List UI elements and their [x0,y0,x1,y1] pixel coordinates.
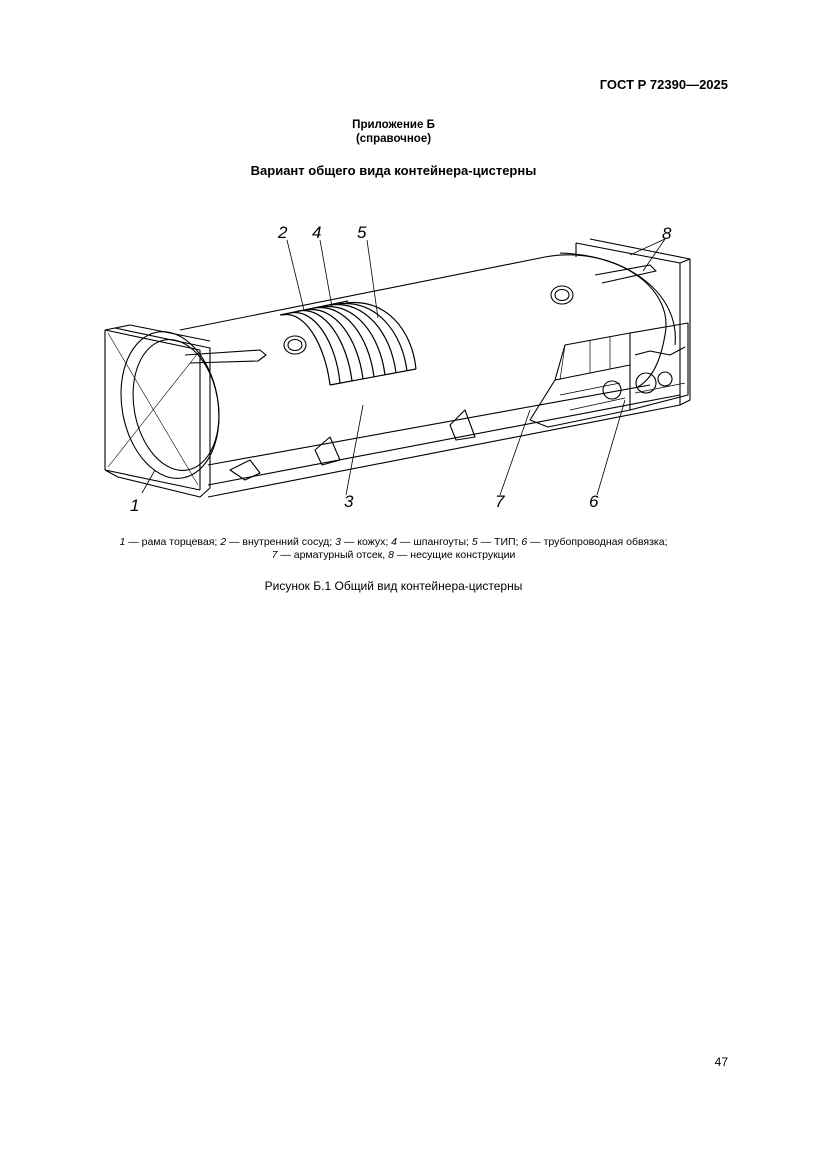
legend-num: 2 [220,536,227,548]
legend-line-1 [60,536,727,549]
callout-7: 7 [495,492,505,511]
tank-end-far [545,255,666,387]
callout-3: 3 [344,492,354,511]
legend-text: — шпангоуты; [397,536,472,548]
page-number: 47 [714,1055,728,1069]
callout-1: 1 [130,496,140,515]
legend-num: 4 [391,536,398,548]
tank-container-drawing [90,215,710,515]
annex-subtitle: (справочное) [355,133,432,145]
support-saddle [230,410,475,480]
frame-ribs [280,301,416,385]
annex-title: Приложение Б [352,119,435,131]
tank-rear-shadow [560,253,675,345]
section-heading: Вариант общего вида контейнера-цистерны [250,163,537,178]
manhole-near [284,336,306,354]
legend-text: — арматурный отсек, [277,549,389,561]
legend-num: 6 [521,536,528,548]
annex-block [0,118,787,146]
legend-num: 3 [335,536,341,548]
legend-text: — внутренний сосуд; [226,536,336,548]
bottom-rail [208,395,680,497]
legend-num: 5 [471,536,478,548]
callout-8: 8 [662,224,672,243]
figure-legend [60,536,727,562]
callout-4: 4 [312,223,322,242]
callout-2: 2 [278,223,288,242]
legend-text: — трубопроводная обвязка; [527,536,668,548]
legend-text: — ТИП; [477,536,522,548]
callout-6: 6 [589,492,599,511]
callout-5: 5 [357,223,367,242]
legend-line-2 [60,549,727,562]
legend-num: 1 [119,536,126,548]
leader-lines [142,239,665,495]
legend-text: — рама торцевая; [125,536,221,548]
figure-caption: Рисунок Б.1 Общий вид контейнера-цистерны [264,579,523,593]
legend-text: — кожух; [340,536,392,548]
tank-end-near [110,324,230,486]
legend-num: 8 [388,549,394,561]
legend-text: — несущие конструкции [393,549,516,561]
standard-designation: ГОСТ Р 72390—2025 [599,77,728,92]
legend-num: 7 [271,549,278,561]
manhole-far [551,286,573,304]
